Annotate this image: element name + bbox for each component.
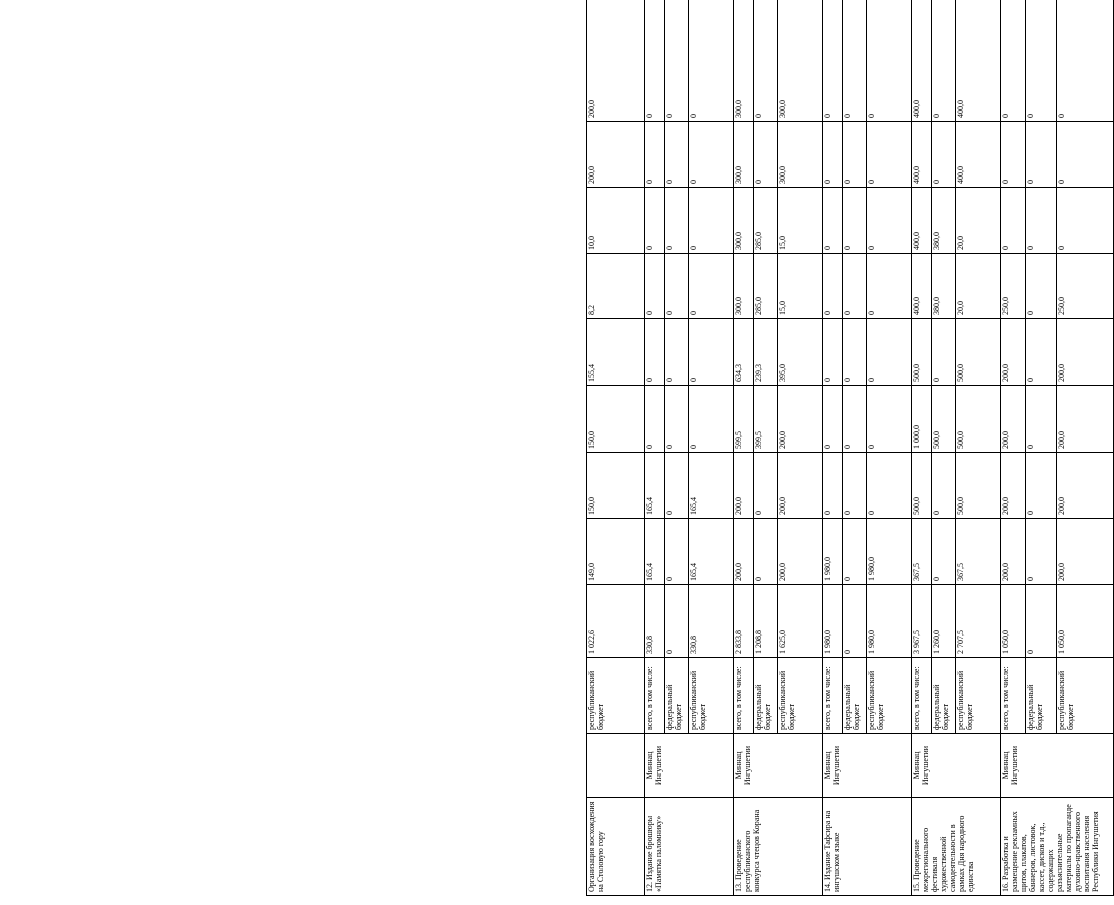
value-cell: 0 (867, 122, 912, 188)
executor-cell: Миннац Ингушетии (733, 734, 822, 798)
value-cell: 8,2 (587, 254, 645, 319)
value-cell: 1 260,0 (932, 585, 956, 658)
value-cell: 0 (1026, 585, 1057, 658)
value-cell: 165,4 (644, 519, 664, 585)
value-cell: 0 (689, 0, 734, 122)
value-cell: 380,0 (932, 188, 956, 254)
value-cell: 165,4 (689, 453, 734, 519)
executor-cell: Миннац Ингушетии (911, 734, 1000, 798)
funding-source-cell: федеральный бюджет (932, 658, 956, 734)
table-row (733, 0, 753, 896)
value-cell: 15,0 (778, 188, 823, 254)
value-cell: 395,0 (778, 319, 823, 386)
value-cell: 165,4 (644, 453, 664, 519)
value-cell: 2 707,5 (956, 585, 1001, 658)
value-cell: 0 (822, 319, 842, 386)
value-cell: 300,0 (733, 254, 753, 319)
value-cell: 0 (1026, 386, 1057, 453)
value-cell: 0 (842, 585, 866, 658)
funding-source-cell: республиканский бюджет (956, 658, 1001, 734)
value-cell: 200,0 (778, 386, 823, 453)
value-cell: 300,0 (733, 0, 753, 122)
value-cell: 285,0 (753, 254, 777, 319)
value-cell: 0 (842, 0, 866, 122)
measure-name-cell: Организация восхождения на Столовую гору (587, 798, 645, 896)
value-cell: 0 (644, 122, 664, 188)
value-cell: 380,0 (932, 254, 956, 319)
value-cell: 634,3 (733, 319, 753, 386)
value-cell: 0 (842, 122, 866, 188)
measure-name-cell: 16. Разработка и размещение рекламных щитов, плакатов, баннеров, листовок, кассет, дисков и т.д., содержащих разъяснительные материалы по пропаганде духовно-нравственного воспитания населения Республики Ингушетия (1001, 798, 1114, 896)
value-cell: 0 (867, 453, 912, 519)
value-cell: 500,0 (956, 453, 1001, 519)
value-cell: 0 (822, 0, 842, 122)
value-cell: 200,0 (778, 519, 823, 585)
value-cell: 0 (867, 254, 912, 319)
rotated-table-wrapper (586, 18, 1114, 896)
funding-source-cell: всего, в том числе: (733, 658, 753, 734)
value-cell: 0 (822, 453, 842, 519)
value-cell: 200,0 (778, 453, 823, 519)
value-cell: 155,4 (587, 319, 645, 386)
value-cell: 0 (1057, 0, 1114, 122)
value-cell: 0 (1026, 122, 1057, 188)
value-cell: 330,8 (644, 585, 664, 658)
value-cell: 200,0 (1001, 519, 1026, 585)
funding-source-cell: республиканский бюджет (778, 658, 823, 734)
value-cell: 0 (664, 519, 688, 585)
measure-name-cell: 14. Издание Тафсира на ингушском языке (822, 798, 911, 896)
executor-cell: Миннац Ингушетии (644, 734, 733, 798)
value-cell: 300,0 (778, 122, 823, 188)
value-cell: 0 (1057, 188, 1114, 254)
value-cell: 1 050,0 (1057, 585, 1114, 658)
value-cell: 165,4 (689, 519, 734, 585)
executor-cell (587, 734, 645, 798)
value-cell: 200,0 (1057, 319, 1114, 386)
value-cell: 367,5 (956, 519, 1001, 585)
funding-source-cell: республиканский бюджет (867, 658, 912, 734)
value-cell: 0 (842, 254, 866, 319)
value-cell: 15,0 (778, 254, 823, 319)
value-cell: 200,0 (587, 0, 645, 122)
value-cell: 0 (867, 319, 912, 386)
value-cell: 0 (1026, 453, 1057, 519)
value-cell: 0 (664, 585, 688, 658)
value-cell: 0 (1001, 0, 1026, 122)
funding-source-cell: федеральный бюджет (842, 658, 866, 734)
value-cell: 0 (867, 188, 912, 254)
value-cell: 0 (664, 453, 688, 519)
value-cell: 0 (689, 386, 734, 453)
value-cell: 367,5 (911, 519, 931, 585)
value-cell: 400,0 (911, 188, 931, 254)
funding-source-cell: всего, в том числе: (1001, 658, 1026, 734)
value-cell: 200,0 (733, 453, 753, 519)
value-cell: 1 050,0 (1001, 585, 1026, 658)
value-cell: 0 (644, 386, 664, 453)
value-cell: 149,0 (587, 519, 645, 585)
table-row (1001, 0, 1026, 896)
value-cell: 0 (753, 0, 777, 122)
value-cell: 0 (867, 0, 912, 122)
value-cell: 0 (689, 319, 734, 386)
value-cell: 0 (644, 188, 664, 254)
value-cell: 1 980,0 (822, 585, 842, 658)
value-cell: 0 (1026, 254, 1057, 319)
value-cell: 500,0 (956, 386, 1001, 453)
value-cell: 400,0 (911, 122, 931, 188)
value-cell: 10,0 (587, 188, 645, 254)
value-cell: 239,3 (753, 319, 777, 386)
value-cell: 0 (842, 188, 866, 254)
value-cell: 1 625,0 (778, 585, 823, 658)
value-cell: 20,0 (956, 254, 1001, 319)
value-cell: 0 (664, 122, 688, 188)
value-cell: 0 (932, 319, 956, 386)
value-cell: 150,0 (587, 453, 645, 519)
value-cell: 1 208,8 (753, 585, 777, 658)
value-cell: 500,0 (932, 386, 956, 453)
value-cell: 330,8 (689, 585, 734, 658)
value-cell: 200,0 (1057, 519, 1114, 585)
value-cell: 3 967,5 (911, 585, 931, 658)
value-cell: 200,0 (1057, 453, 1114, 519)
value-cell: 250,0 (1001, 254, 1026, 319)
value-cell: 0 (932, 0, 956, 122)
table-row (644, 0, 664, 896)
funding-source-cell: федеральный бюджет (664, 658, 688, 734)
value-cell: 1 022,6 (587, 585, 645, 658)
value-cell: 599,5 (733, 386, 753, 453)
value-cell: 400,0 (911, 0, 931, 122)
value-cell: 0 (664, 254, 688, 319)
funding-source-cell: федеральный бюджет (1026, 658, 1057, 734)
funding-source-cell: республиканский бюджет (1057, 658, 1114, 734)
value-cell: 0 (753, 519, 777, 585)
value-cell: 0 (689, 122, 734, 188)
funding-source-cell: федеральный бюджет (753, 658, 777, 734)
value-cell: 1 980,0 (822, 519, 842, 585)
value-cell: 285,0 (753, 188, 777, 254)
value-cell: 0 (822, 122, 842, 188)
value-cell: 200,0 (1057, 386, 1114, 453)
value-cell: 400,0 (956, 0, 1001, 122)
value-cell: 400,0 (911, 254, 931, 319)
value-cell: 500,0 (911, 319, 931, 386)
value-cell: 0 (1026, 519, 1057, 585)
budget-table (586, 0, 1114, 896)
value-cell: 0 (842, 386, 866, 453)
funding-source-cell: всего, в том числе: (644, 658, 664, 734)
value-cell: 0 (932, 453, 956, 519)
value-cell: 0 (932, 519, 956, 585)
value-cell: 0 (753, 453, 777, 519)
funding-source-cell: всего, в том числе: (911, 658, 931, 734)
value-cell: 300,0 (733, 122, 753, 188)
value-cell: 0 (644, 319, 664, 386)
value-cell: 0 (1026, 188, 1057, 254)
value-cell: 200,0 (1001, 319, 1026, 386)
value-cell: 0 (689, 188, 734, 254)
value-cell: 300,0 (778, 0, 823, 122)
executor-cell: Миннац Ингушетии (822, 734, 911, 798)
value-cell: 0 (1001, 122, 1026, 188)
measure-name-cell: 12. Издание брошюры «Памятка паломнику» (644, 798, 733, 896)
value-cell: 0 (822, 188, 842, 254)
value-cell: 200,0 (1001, 386, 1026, 453)
value-cell: 0 (644, 0, 664, 122)
value-cell: 0 (664, 386, 688, 453)
value-cell: 0 (842, 319, 866, 386)
value-cell: 150,0 (587, 386, 645, 453)
table-row (911, 0, 931, 896)
value-cell: 0 (1057, 122, 1114, 188)
value-cell: 0 (1001, 188, 1026, 254)
value-cell: 400,0 (956, 122, 1001, 188)
value-cell: 0 (689, 254, 734, 319)
value-cell: 20,0 (956, 188, 1001, 254)
value-cell: 0 (842, 519, 866, 585)
value-cell: 0 (664, 0, 688, 122)
value-cell: 250,0 (1057, 254, 1114, 319)
value-cell: 0 (822, 254, 842, 319)
executor-cell: Миннац Ингушетии (1001, 734, 1114, 798)
value-cell: 0 (1026, 319, 1057, 386)
value-cell: 399,5 (753, 386, 777, 453)
measure-name-cell: 13. Проведение республиканского конкурса чтецов Корана (733, 798, 822, 896)
value-cell: 0 (664, 188, 688, 254)
measure-name-cell: 15. Проведение межрегионального фестиваля художественной самодеятельности в рамках Дня народного единства (911, 798, 1000, 896)
value-cell: 200,0 (733, 519, 753, 585)
table-row (587, 0, 645, 896)
value-cell: 0 (822, 386, 842, 453)
value-cell: 2 833,8 (733, 585, 753, 658)
table-row (822, 0, 842, 896)
funding-source-cell: республиканский бюджет (689, 658, 734, 734)
value-cell: 0 (644, 254, 664, 319)
value-cell: 0 (842, 453, 866, 519)
funding-source-cell: всего, в том числе: (822, 658, 842, 734)
value-cell: 200,0 (587, 122, 645, 188)
value-cell: 300,0 (733, 188, 753, 254)
value-cell: 1 000,0 (911, 386, 931, 453)
value-cell: 0 (753, 122, 777, 188)
value-cell: 200,0 (1001, 453, 1026, 519)
value-cell: 1 980,0 (867, 585, 912, 658)
value-cell: 1 980,0 (867, 519, 912, 585)
funding-source-cell: республиканский бюджет (587, 658, 645, 734)
value-cell: 0 (1026, 0, 1057, 122)
value-cell: 0 (932, 122, 956, 188)
value-cell: 0 (867, 386, 912, 453)
value-cell: 500,0 (911, 453, 931, 519)
value-cell: 500,0 (956, 319, 1001, 386)
value-cell: 0 (664, 319, 688, 386)
